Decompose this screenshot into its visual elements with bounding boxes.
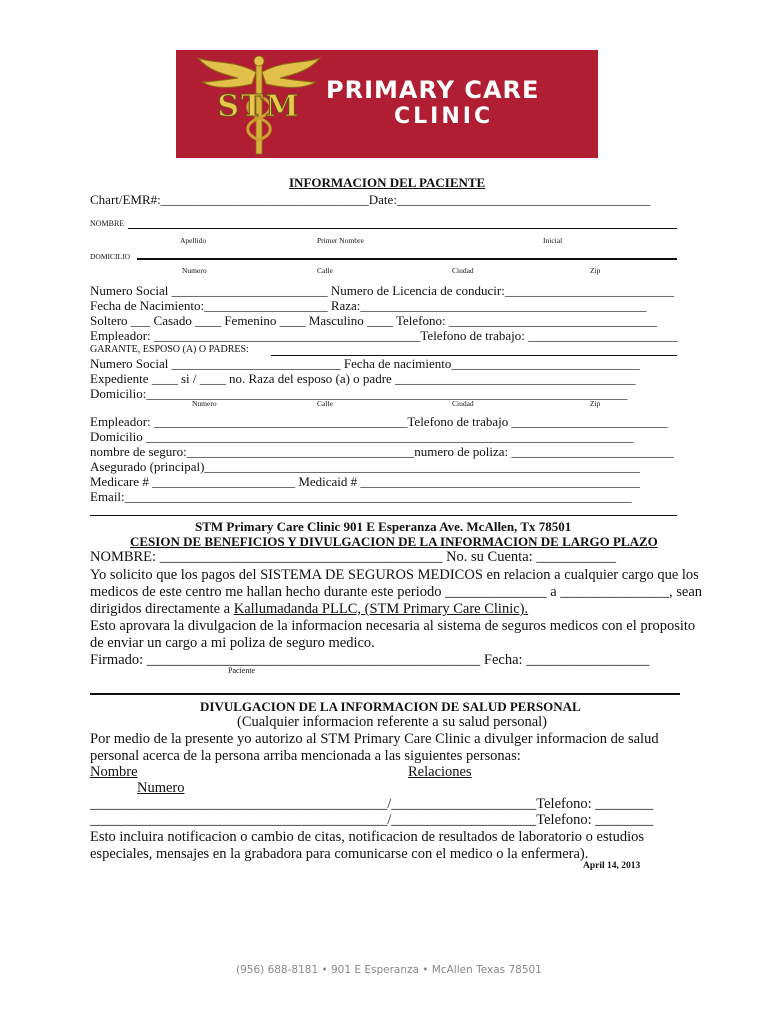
nombre-sub-inicial: Inicial (543, 236, 563, 245)
cesion-para-line: de enviar un cargo a mi poliza de seguro medico. (90, 635, 375, 651)
form-line[interactable]: Fecha de Nacimiento:___________________ Raza:____________________________________________ (90, 298, 647, 313)
cesion-para-line[interactable]: medicos de este centro me hallan hecho durante este periodo ______________ a _______________, sean (90, 584, 703, 600)
contact-line[interactable]: _________________________________________/____________________Telefono: ________ (90, 796, 654, 812)
form-line[interactable]: Email:______________________________________________________________________________ (90, 489, 632, 504)
cesion-para-line3 (90, 601, 528, 618)
form-line[interactable]: Domicilio ___________________________________________________________________________ (90, 429, 634, 444)
cesion-nombre-line[interactable]: NOMBRE: _______________________________________ No. su Cuenta: ___________ (90, 549, 617, 565)
form-line[interactable]: nombre de seguro:___________________________________numero de poliza: _________________________ (90, 444, 674, 459)
cesion-para-line: Yo solicito que los pagos del SISTEMA DE SEGUROS MEDICOS en relacion a cualquier cargo que los (90, 567, 699, 583)
domicilio-sub-calle: Calle (317, 266, 333, 275)
garante-label: GARANTE, ESPOSO (A) O PADRES: (90, 344, 249, 355)
paciente-label: Paciente (228, 666, 256, 675)
clinic-name-line2: CLINIC (394, 104, 494, 129)
domicilio-sub-zip: Zip (590, 266, 601, 275)
note-line: Esto incluira notificacion o cambio de citas, notificacion de resultados de laboratorio o estudios (90, 829, 645, 845)
form-line[interactable]: Numero Social __________________________ Fecha de nacimiento_____________________________ (90, 356, 640, 371)
form-line[interactable]: Domicilio:__________________________________________________________________________ (90, 386, 628, 401)
nombre-sub-primer: Primer Nombre (317, 236, 364, 245)
form-line[interactable]: Asegurado (principal)___________________________________________________________________ (90, 459, 640, 474)
form-line[interactable]: Soltero ___ Casado ____ Femenino ____ Masculino ____ Telefono: ________________________________ (90, 313, 657, 328)
domicilio2-sub-calle: Calle (317, 399, 333, 408)
note-line: especiales, mensajes en la grabadora para comunicarse con el medico o la enfermera). (90, 846, 589, 862)
divulgacion-para-line: personal acerca de la persona arriba mencionada a las siguientes personas: (90, 748, 521, 764)
clinic-address-line: STM Primary Care Clinic 901 E Esperanza Ave. McAllen, Tx 78501 (195, 519, 572, 534)
col-numero: Numero (137, 780, 185, 796)
footer-contact: (956) 688-8181 • 901 E Esperanza • McAllen Texas 78501 (236, 964, 542, 976)
col-relaciones: Relaciones (408, 764, 472, 780)
cesion-title: CESION DE BENEFICIOS Y DIVULGACION DE LA INFORMACION DE LARGO PLAZO (130, 534, 658, 549)
domicilio2-sub-ciudad: Ciudad (452, 399, 474, 408)
form-line[interactable]: Empleador: _______________________________________Telefono de trabajo ________________________ (90, 414, 668, 429)
domicilio-sub-ciudad: Ciudad (452, 266, 474, 275)
form-line[interactable]: Expediente ____ si / ____ no. Raza del esposo (a) o padre _____________________________________ (90, 371, 636, 386)
form-line[interactable]: Medicare # ______________________ Medicaid # ___________________________________________ (90, 474, 640, 489)
cesion-para-text: dirigidos directamente a (90, 601, 234, 617)
divulgacion-subtitle: (Cualquier informacion referente a su salud personal) (237, 714, 548, 730)
clinic-name-line1: PRIMARY CARE (326, 76, 540, 104)
domicilio2-sub-zip: Zip (590, 399, 601, 408)
domicilio-line[interactable] (137, 258, 677, 260)
divulgacion-para-line: Por medio de la presente yo autorizo al STM Primary Care Clinic a divulger informacion de salud (90, 731, 659, 747)
domicilio2-sub-numero: Numero (192, 399, 217, 408)
patient-info-title: INFORMACION DEL PACIENTE (289, 175, 486, 190)
firmado-line[interactable]: Firmado: ______________________________________________ Fecha: _________________ (90, 652, 650, 668)
cesion-para-line: Esto aprovara la divulgacion de la informacion necesaria al sistema de seguros medicos con el proposito (90, 618, 696, 634)
form-line[interactable]: Empleador: _________________________________________Telefono de trabajo: _______________________ (90, 328, 678, 343)
domicilio-sub-numero: Numero (182, 266, 207, 275)
divulgacion-title: DIVULGACION DE LA INFORMACION DE SALUD PERSONAL (200, 699, 581, 714)
domicilio-label: DOMICILIO (90, 252, 130, 261)
nombre-line[interactable] (128, 228, 677, 229)
contact-line[interactable]: _________________________________________/____________________Telefono: ________ (90, 812, 654, 828)
form-date: April 14, 2013 (583, 861, 641, 871)
logo-text: STM (217, 89, 301, 124)
clinic-banner (176, 50, 598, 158)
col-nombre: Nombre (90, 764, 138, 780)
caduceus-logo-icon (194, 52, 324, 156)
nombre-label: NOMBRE (90, 219, 125, 228)
chart-date-line[interactable]: Chart/EMR#:________________________________Date:_______________________________________ (90, 192, 651, 207)
kallumadanda-name: Kallumadanda PLLC, (STM Primary Care Clinic). (233, 601, 529, 617)
section-divider (90, 515, 677, 516)
form-line[interactable]: Numero Social ________________________ Numero de Licencia de conducir:__________________________ (90, 283, 674, 298)
nombre-sub-apellido: Apellido (180, 236, 207, 245)
section-divider-thick (90, 693, 680, 695)
